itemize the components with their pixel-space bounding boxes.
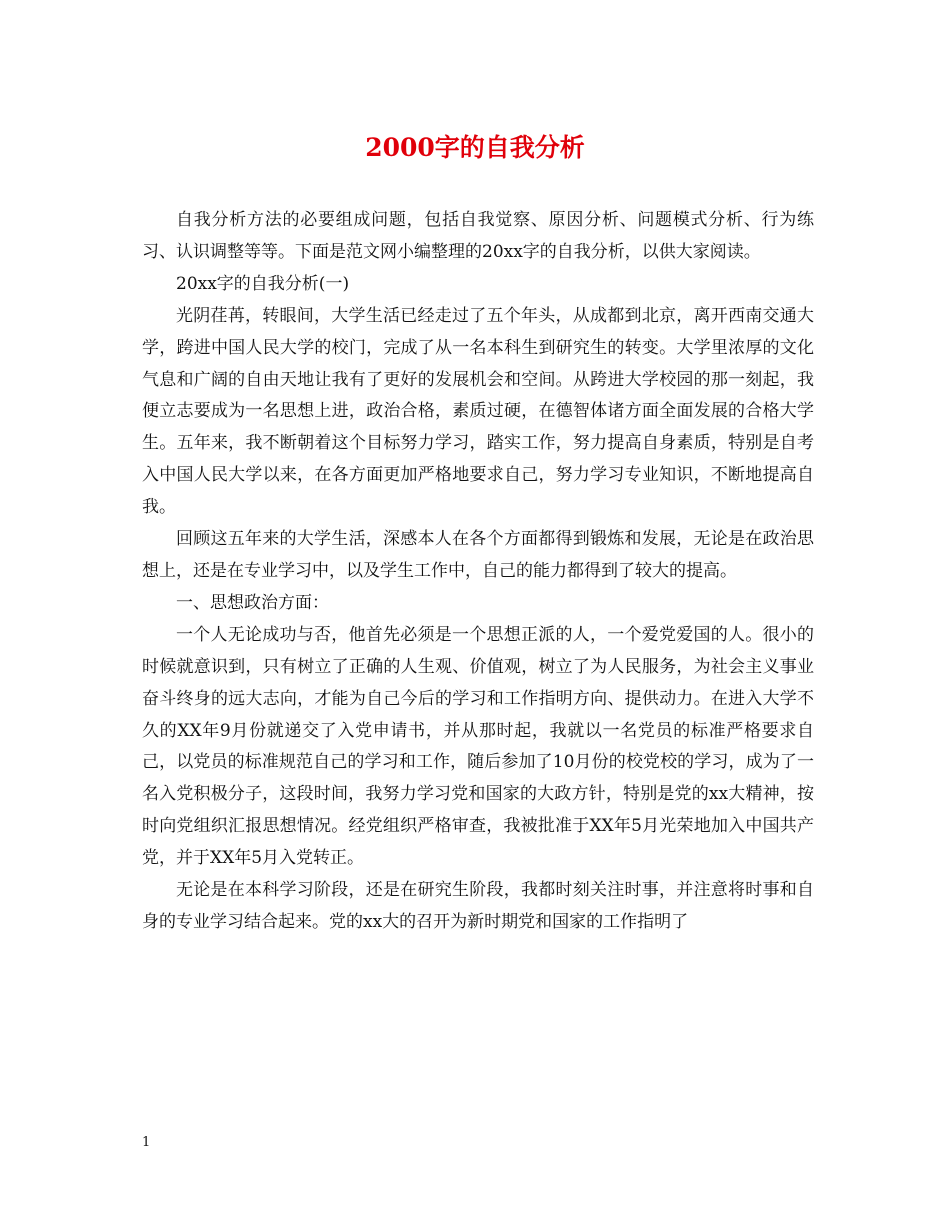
body-paragraph: 无论是在本科学习阶段，还是在研究生阶段，我都时刻关注时事，并注意将时事和自身的专业学习结合起来。党的xx大的召开为新时期党和国家的工作指明了 [142,880,814,932]
body-paragraph: 光阴荏苒，转眼间，大学生活已经走过了五个年头，从成都到北京，离开西南交通大学，跨进中国人民大学的校门，完成了从一名本科生到研究生的转变。大学里浓厚的文化气息和广阔的自由天地让我有了更好的发展机会和空间。从跨进大学校园的那一刻起，我便立志要成为一名思想上进，政治合格，素质过硬，在德智体诸方面全面发展的合格大学生。五年来，我不断朝着这个目标努力学习，踏实工作，努力提高自身素质，特别是自考入中国人民大学以来，在各方面更加严格地要求自己，努力学习专业知识，不断地提高自我。 [142,305,814,518]
document-body [142,205,814,939]
body-paragraph: 一个人无论成功与否，他首先必须是一个思想正派的人，一个爱党爱国的人。很小的时候就意识到，只有树立了正确的人生观、价值观，树立了为人民服务，为社会主义事业奋斗终身的远大志向，才能为自己今后的学习和工作指明方向、提供动力。在进入大学不久的XX年9月份就递交了入党申请书，并从那时起，我就以一名党员的标准严格要求自己，以党员的标准规范自己的学习和工作，随后参加了10月份的校党校的学习，成为了一名入党积极分子，这段时间，我努力学习党和国家的大政方针，特别是党的xx大精神，按时向党组织汇报思想情况。经党组织严格审查，我被批准于XX年5月光荣地加入中国共产党，并于XX年5月入党转正。 [142,624,814,869]
page-number: 1 [142,1135,151,1150]
document-title: 2000字的自我分析 [365,133,585,162]
section-heading-one: 20xx字的自我分析(一) [176,273,350,294]
subsection-heading: 一、思想政治方面： [176,592,329,613]
body-paragraph: 回顾这五年来的大学生活，深感本人在各个方面都得到锻炼和发展，无论是在政治思想上，还是在专业学习中，以及学生工作中，自己的能力都得到了较大的提高。 [142,529,814,581]
intro-paragraph: 自我分析方法的必要组成问题，包括自我觉察、原因分析、问题模式分析、行为练习、认识调整等等。下面是范文网小编整理的20xx字的自我分析，以供大家阅读。 [142,210,814,262]
